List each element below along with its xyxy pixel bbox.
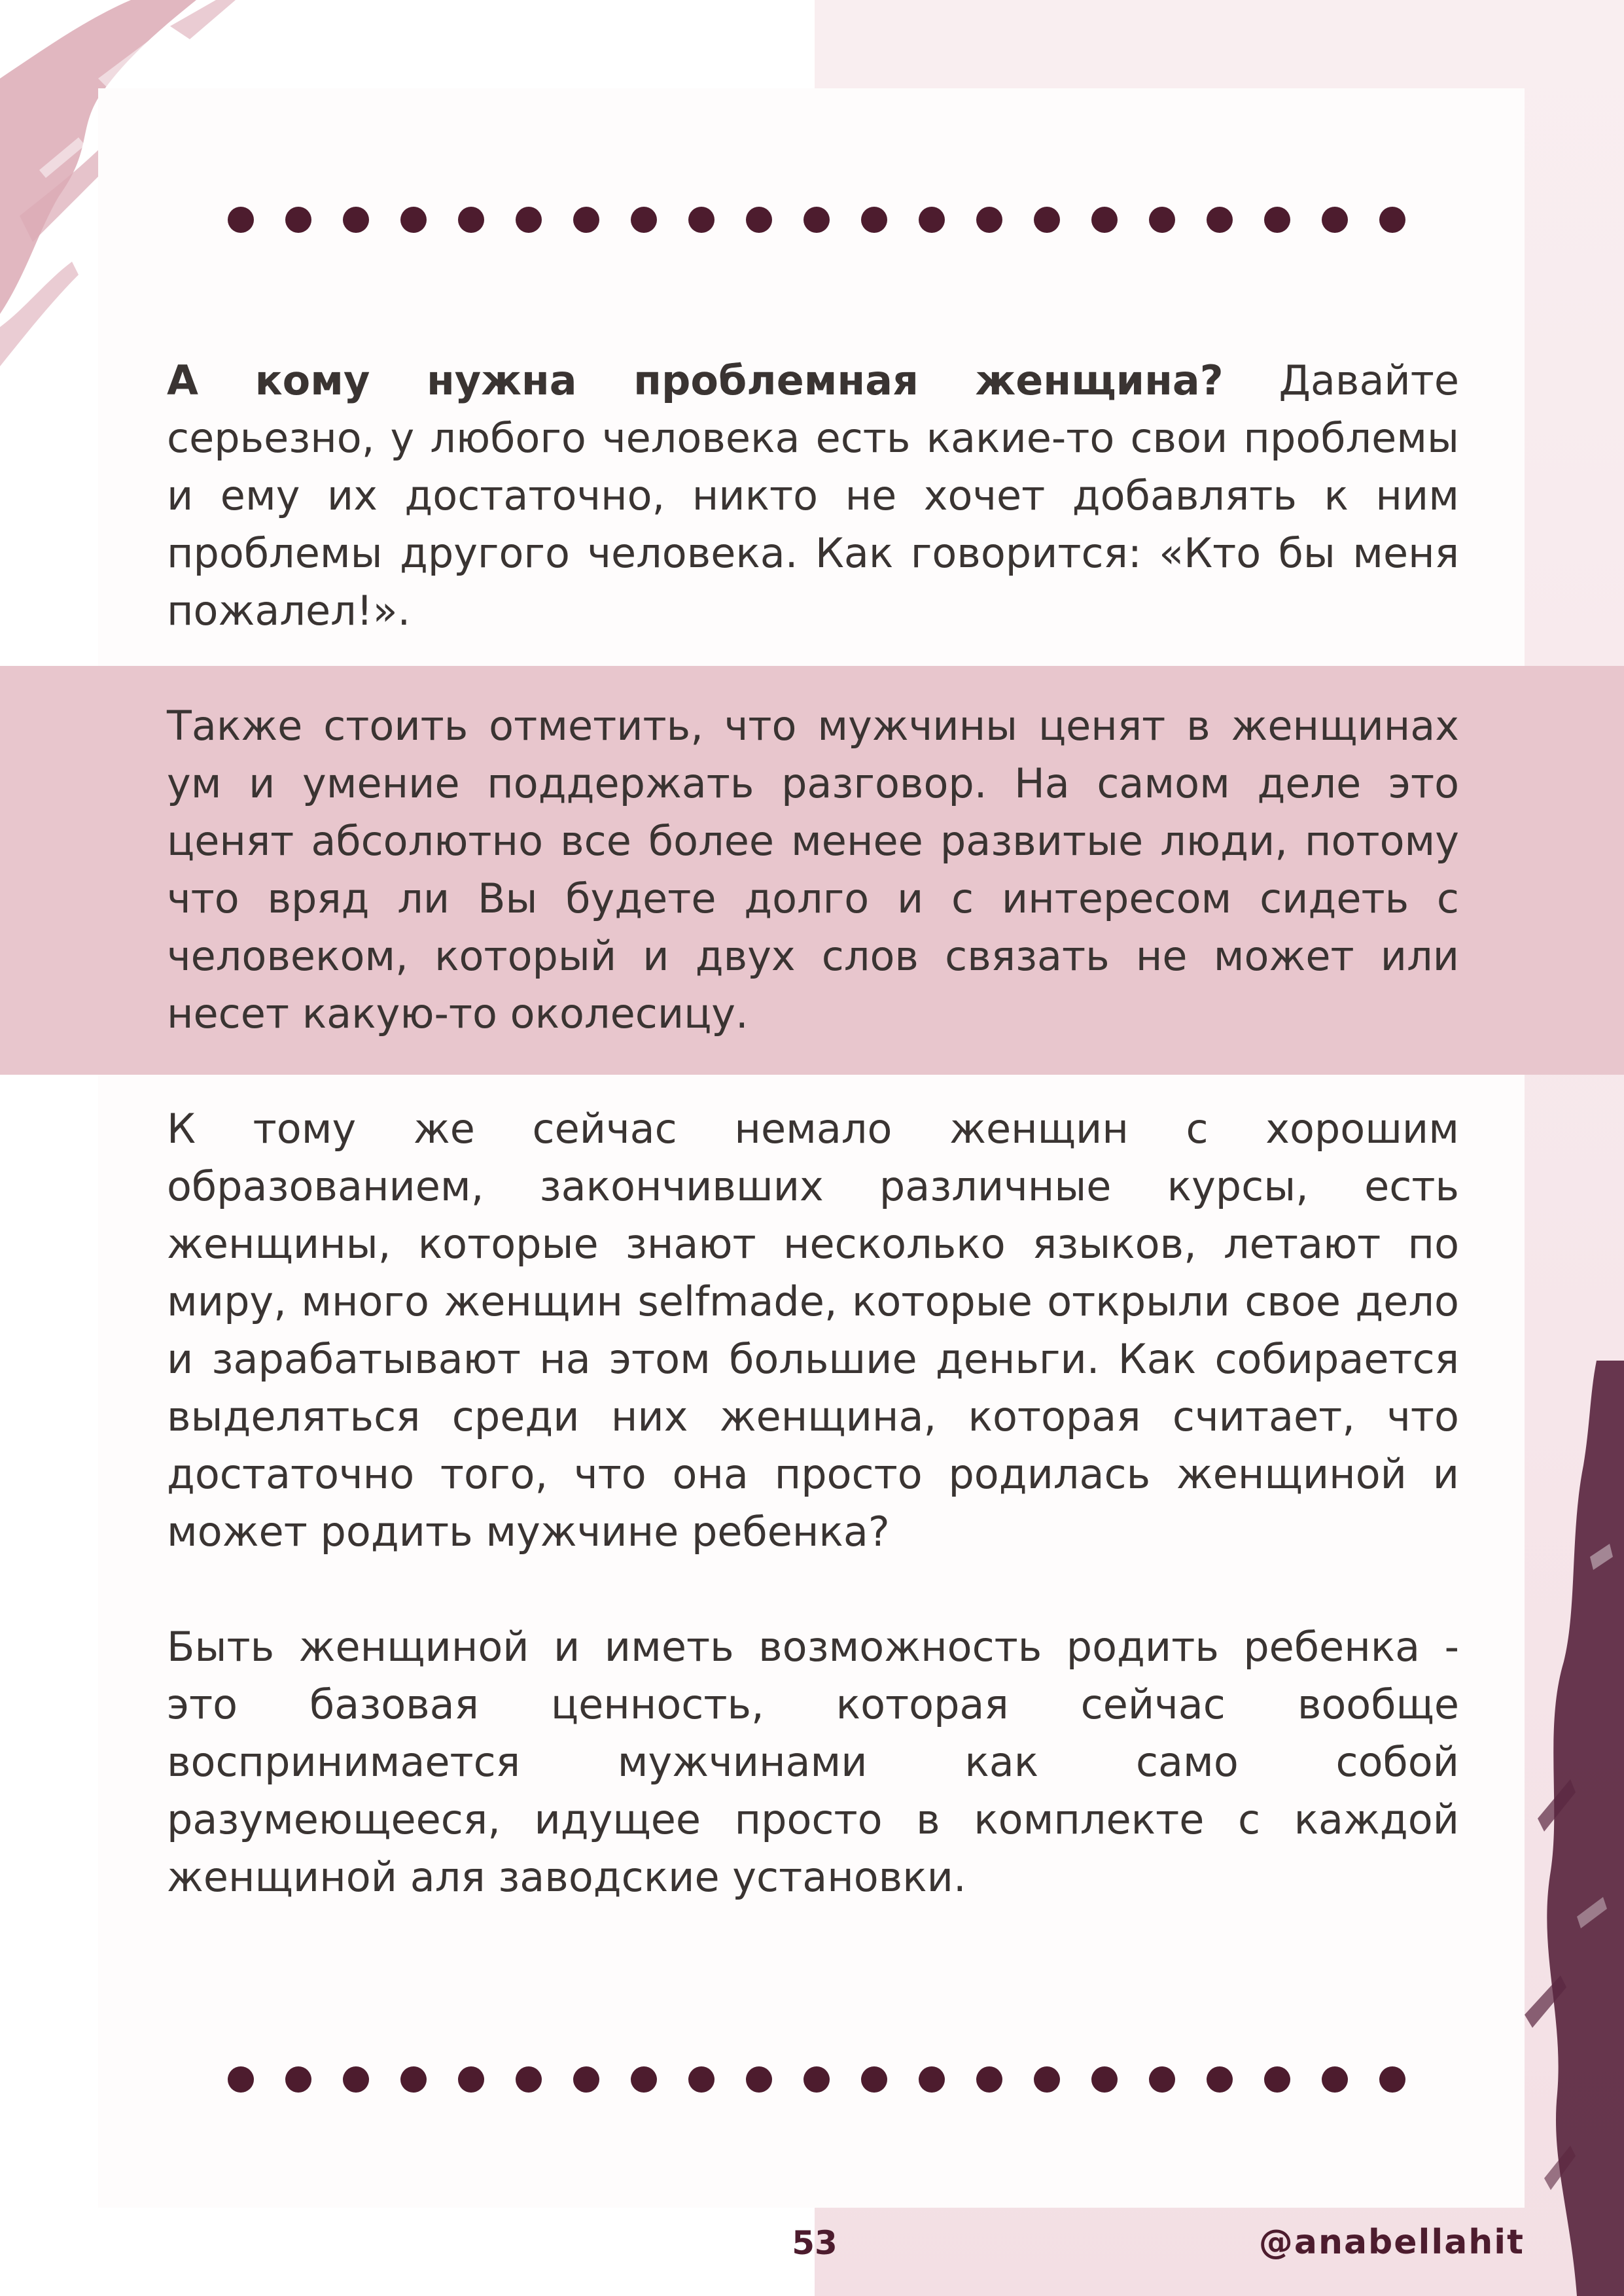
divider-dot <box>516 207 542 233</box>
divider-dot <box>1034 207 1060 233</box>
divider-dot <box>1207 207 1233 233</box>
divider-dot <box>285 2066 311 2093</box>
divider-dot <box>1207 2066 1233 2093</box>
divider-dot <box>400 207 427 233</box>
divider-dot <box>343 2066 369 2093</box>
divider-dot <box>1034 2066 1060 2093</box>
page-number: 53 <box>792 2224 838 2262</box>
divider-dot <box>1322 2066 1348 2093</box>
divider-dot <box>976 2066 1002 2093</box>
divider-dot <box>861 207 887 233</box>
divider-dot <box>861 2066 887 2093</box>
paragraph-4: Быть женщиной и иметь возможность родить ребенка - это базовая ценность, которая сейчас вообще воспринимается мужчинами как само собой разумеющееся, идущее просто в комплекте с каждой женщиной аля заводские установки. <box>167 1623 1459 1901</box>
divider-dot <box>631 2066 657 2093</box>
dot-divider-top <box>228 206 1405 234</box>
divider-dot <box>1264 2066 1290 2093</box>
divider-dot <box>1091 207 1118 233</box>
paragraph-1-lead: А кому нужна проблемная женщина? <box>167 357 1224 404</box>
divider-dot <box>1149 2066 1175 2093</box>
divider-dot <box>746 2066 772 2093</box>
dot-divider-bottom <box>228 2066 1405 2093</box>
divider-dot <box>573 207 599 233</box>
divider-dot <box>976 207 1002 233</box>
paragraph-3: К тому же сейчас немало женщин с хорошим образованием, закончивших различные курсы, есть женщины, которые знают несколько языков, летают по миру, много женщин selfmade, которые открыли свое дело и зарабатывают на этом большие деньги. Как собирается выделяться среди них женщина, которая считает, что достаточно того, что она просто родилась женщиной и может родить мужчине ребенка? <box>167 1105 1459 1556</box>
divider-dot <box>516 2066 542 2093</box>
divider-dot <box>1322 207 1348 233</box>
divider-dot <box>919 207 945 233</box>
divider-dot <box>1091 2066 1118 2093</box>
paragraph-1-body: Давайте серьезно, у любого человека есть какие-то свои проблемы и ему их достаточно, никто не хочет добавлять к ним проблемы другого человека. Как говорится: «Кто бы меня пожалел!». <box>167 357 1459 635</box>
divider-dot <box>919 2066 945 2093</box>
divider-dot <box>458 2066 484 2093</box>
divider-dot <box>803 207 830 233</box>
divider-dot <box>746 207 772 233</box>
paragraph-1 <box>167 352 1459 640</box>
divider-dot <box>400 2066 427 2093</box>
divider-dot <box>1379 2066 1405 2093</box>
divider-dot <box>285 207 311 233</box>
divider-dot <box>631 207 657 233</box>
divider-dot <box>458 207 484 233</box>
divider-dot <box>1264 207 1290 233</box>
plum-brush-stroke-decoration <box>1498 1361 1624 2296</box>
divider-dot <box>688 2066 715 2093</box>
author-handle[interactable]: @anabellahit <box>1258 2223 1525 2262</box>
divider-dot <box>343 207 369 233</box>
divider-dot <box>573 2066 599 2093</box>
divider-dot <box>228 2066 254 2093</box>
paragraph-2: Также стоить отметить, что мужчины ценят в женщинах ум и умение поддержать разговор. На самом деле это ценят абсолютно все более менее развитые люди, потому что вряд ли Вы будете долго и с интересом сидеть с человеком, который и двух слов связать не может или несет какую-то околесицу. <box>167 702 1459 1037</box>
divider-dot <box>688 207 715 233</box>
divider-dot <box>1379 207 1405 233</box>
divider-dot <box>228 207 254 233</box>
divider-dot <box>803 2066 830 2093</box>
divider-dot <box>1149 207 1175 233</box>
